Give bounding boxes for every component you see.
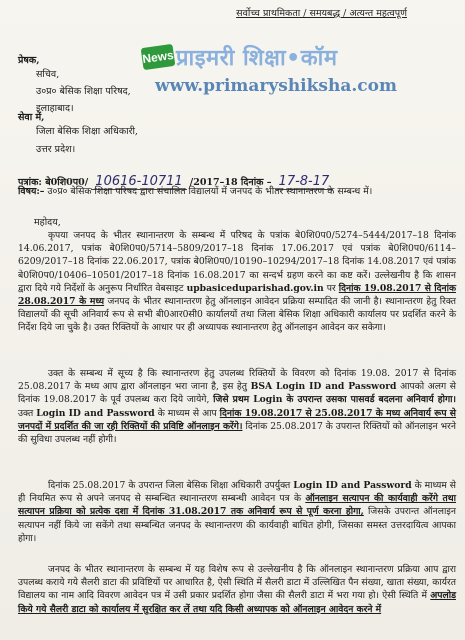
ref-mid: /2017–18 दिनांक –	[189, 177, 272, 188]
para3-text-b: के माध्यम से ही नियमित रूप से अपने जनपद से सम्बन्धित स्थानान्तरण सम्बन्धी आवेदन पत्र के	[18, 480, 457, 505]
ref-number: 10616-10711	[91, 174, 186, 190]
subject-line	[18, 186, 458, 198]
subject-text: उ०प्र० बेसिक शिक्षा परिषद द्वारा संचालित विद्यालयों में जनपद के भीतर स्थानान्तरण के सम्बन्ध में।	[47, 186, 373, 197]
para3-underlined: ऑनलाइन सत्यापन की कार्यवाही करेंगे तथा सत्यापन प्रक्रिया को प्रत्येक दशा में दिनांक 31.08.2017 तक अनिवार्य रूप से पूर्ण करना होगा,	[18, 493, 457, 518]
subject-label: विषय:–	[18, 186, 45, 197]
para1-website: upbasiceduparishad.gov.in	[186, 282, 324, 294]
sender-line3: इलाहाबाद।	[36, 103, 74, 114]
recipient-line2: उत्तर प्रदेश।	[36, 144, 76, 155]
para2-underlined: दिनांक 19.08.2017 से 25.08.2017 के मध्य अनिवार्य रूप से जनपदों में प्रदर्शित की जा रही रिक्तियों की प्रविष्टि ऑनलाइन करेंगे।	[18, 407, 457, 432]
para3-text-a: दिनांक 25.08.2017 के उपरान्त जिला बेसिक शिक्षा अधिकारी उपर्युक्त	[48, 480, 291, 491]
para2-text-e: दिनांक 25.08.2017 के उपरान्त रिक्तियों को ऑनलाइन भरने की सुविधा उपलब्ध नहीं होगी।	[18, 420, 456, 446]
paragraph-3	[18, 479, 456, 545]
para4-text-a: जनपद के भीतर स्थानान्तरण के सम्बन्ध में यह विशेष रूप से उल्लेखनीय है कि ऑनलाइन स्थानान्तरण प्रक्रिया आप द्वारा उपलब्ध कराये गये सैलरी डाटा की प्रविष्टियों पर आधारित है, ऐसी स्थिति में सैलरी डाटा में उल्लिखित पैन संख्या, खाता संख्या, कार्यरत विद्यालय का नाम आदि विवरण आवेदन पत्र में उसी प्रकार प्रदर्शित होगा जैसा की सैलरी डाटा में भरा गया हो। ऐसी स्थिति में	[18, 564, 456, 602]
sender-line2: उ०प्र० बेसिक शिक्षा परिषद,	[36, 86, 131, 97]
sender-details	[36, 68, 131, 115]
para2-text-a: उक्त के सम्बन्ध में सूच्य है कि स्थानान्तरण हेतु उपलब्ध रिक्तियों के विवरण को दिनांक 19.08. 2017 से दिनांक 25.08.2017 के मध्य आप द्वारा ऑनलाइन भरा जाना है, इस हेतु	[18, 368, 456, 393]
para4-bold-1: अपलोड किये गये सैलरी डाटा को कार्यालय में सुरक्षित कर लें तथा यदि किसी अध्यापक को ऑनलाइन आवेदन करने में	[18, 590, 456, 615]
para2-bold-2: जिसे प्रथम Login के उपरान्त उसका पासवर्ड बदलना अनिवार्य होगा।	[213, 394, 457, 406]
paragraph-4	[18, 563, 456, 616]
sender-label: प्रेषक,	[18, 55, 40, 66]
news-badge: News	[141, 44, 176, 70]
para2-text-b: आपको अलग से दिनांक 19.08.2017 के पूर्व उपलब्ध करा दिये जायेगे,	[18, 381, 456, 406]
ref-date: 17-8-17	[275, 174, 334, 190]
para1-date-range: दिनांक 19.08.2017 से दिनांक 28.08.2017 के मध्य	[18, 282, 457, 308]
para1-text-a: कृपया जनपद के भीतर स्थानान्तरण के सम्बन्ध में परिषद के पत्रांक बे0शि0प0/5274–5444/2017–18 दिनांक 14.06.2017, पत्रांक बे0शि0प0/5714–5809/2017–18 दिनांक 17.06.2017 एवं पत्रांक बे0शि0प0/6114–6209/2017–18 दिनांक 22.06.2017, पत्रांक बे0शि0प0/10190–10294/2017–18 दिनांक 14.08.2017 एवं पत्रांक बे0शि0प0/10406–10501/2017–18 दिनांक 16.08.2017 का सन्दर्भ ग्रहण करने का कष्ट करें। उल्लेखनीय है कि शासन द्वारा दिये गये निर्देशों के अनुरूप निर्धारित वेबसाइट	[18, 230, 456, 294]
watermark-url: www.primaryshiksha.com	[155, 76, 397, 96]
recipient-line1: जिला बेसिक शिक्षा अधिकारी,	[36, 126, 138, 137]
para2-bold-1: BSA Login ID and Password	[250, 381, 397, 393]
watermark-title: प्राइमरी शिक्षा•कॉम	[176, 46, 338, 71]
para1-text-b: पर	[326, 282, 336, 294]
para2-bold-3: Login ID and Password	[36, 407, 155, 419]
ref-prefix: पत्रांक: बे0शि0प0/	[18, 177, 89, 188]
recipient-label: सेवा में,	[18, 112, 45, 123]
para3-text-c: जिसके उपरान्त ऑनलाइन सत्यापन नहीं किये जा सकेंगे तथा सम्बन्धित जनपद के स्थानान्तरण की कार्यवाही बाधित होगी, जिसका समस्त उत्तरदायित्व आपका होगा।	[18, 506, 456, 544]
paragraph-2	[18, 367, 456, 446]
para2-text-c: उक्त	[18, 407, 34, 419]
para3-bold-1: Login ID and Password	[293, 480, 412, 491]
recipient-block	[18, 111, 44, 124]
sender-line1: सचिव,	[36, 69, 60, 80]
para2-text-d: के माध्यम से आप	[157, 407, 217, 419]
recipient-details	[36, 125, 138, 156]
para1-text-c: जनपद के भीतर स्थानान्तरण हेतु ऑनलाइन आवेदन प्रक्रिया सम्पादित की जानी है। स्थानान्तरण हेतु रिक्त विद्यालयों की सूची अनिवार्य रूप से सभी बी0आर0सी0 कार्यालयों तथा जिला बेसिक शिक्षा अधिकारी कार्यालय पर प्रदर्शित करने के निर्देश दिये जा चुके है। उक्त रिक्तियों के आधार पर ही अध्यापक स्थानान्तरण हेतु ऑनलाइन आवेदन कर सकेगा।	[18, 296, 456, 334]
sender-block	[18, 54, 40, 67]
salutation: महोदय,	[34, 217, 61, 228]
paragraph-1	[18, 229, 456, 335]
priority-heading: सर्वोच्च प्राथमिकता / समयबद्ध / अत्यन्त महत्वपूर्ण	[236, 8, 407, 19]
